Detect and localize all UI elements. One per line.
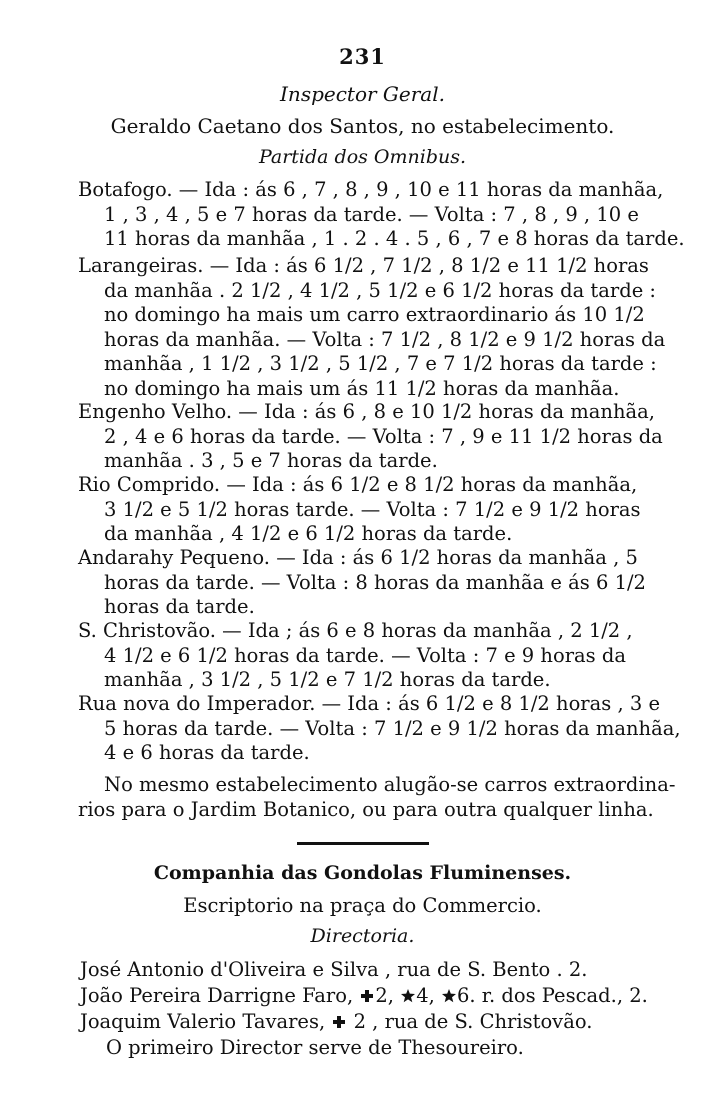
route-line: horas da tarde. (104, 595, 255, 618)
inspector-line: Geraldo Caetano dos Santos, no estabelecimento. (110, 114, 615, 138)
note-line: No mesmo estabelecimento alugão-se carros extraordina- (104, 773, 676, 796)
inspector-heading: Inspector Geral. (280, 82, 445, 106)
director-note: O primeiro Director serve de Thesoureiro. (106, 1036, 524, 1059)
route-line: Botafogo. — Ida : ás 6 , 7 , 8 , 9 , 10 e 11 horas da manhãa, (78, 178, 664, 201)
route-line: 2 , 4 e 6 horas da tarde. — Volta : 7 , 9 e 11 1/2 horas da (104, 424, 663, 448)
route-line: manhãa , 1 1/2 , 3 1/2 , 5 1/2 , 7 e 7 1/2 horas da tarde : (104, 352, 657, 375)
route-entry-engenho-velho (78, 400, 670, 474)
section-divider (297, 842, 429, 845)
route-entry-rio-comprido (78, 473, 670, 547)
route-entry-andarahy-pequeno (78, 546, 670, 620)
route-entry-larangeiras (78, 254, 670, 401)
route-line: Andarahy Pequeno. — Ida : ás 6 1/2 horas da manhãa , 5 (78, 546, 638, 569)
office-line: Escriptorio na praça do Commercio. (183, 894, 542, 917)
route-line: manhãa , 3 1/2 , 5 1/2 e 7 1/2 horas da tarde. (104, 668, 551, 691)
route-line: horas da manhãa. — Volta : 7 1/2 , 8 1/2 e 9 1/2 horas da (104, 327, 666, 351)
order-cross-icon (360, 989, 374, 1003)
route-line: Rua nova do Imperador. — Ida : ás 6 1/2 e 8 1/2 horas , 3 e (78, 692, 661, 715)
route-line: S. Christovão. — Ida ; ás 6 e 8 horas da manhãa , 2 1/2 , (78, 619, 633, 642)
route-line: Larangeiras. — Ida : ás 6 1/2 , 7 1/2 , 8 1/2 e 11 1/2 horas (78, 254, 649, 277)
route-line: Engenho Velho. — Ida : ás 6 , 8 e 10 1/2 horas da manhãa, (78, 400, 655, 423)
route-line: 1 , 3 , 4 , 5 e 7 horas da tarde. — Volta : 7 , 8 , 9 , 10 e (104, 202, 639, 226)
route-line: manhãa . 3 , 5 e 7 horas da tarde. (104, 449, 438, 472)
director-name: João Pereira Darrigne Faro, (80, 984, 354, 1007)
route-entry-rua-nova-do-imperador (78, 692, 681, 766)
order-cross-icon (332, 1015, 346, 1029)
route-line: 11 horas da manhãa , 1 . 2 . 4 . 5 , 6 , 7 e 8 horas da tarde. (104, 227, 685, 250)
route-line: da manhãa . 2 1/2 , 4 1/2 , 5 1/2 e 6 1/2 horas da tarde : (104, 278, 656, 302)
route-entry-botafogo (78, 178, 685, 252)
company-heading: Companhia das Gondolas Fluminenses. (153, 862, 572, 884)
route-line: horas da tarde. — Volta : 8 horas da manhãa e ás 6 1/2 (104, 570, 646, 594)
note-line: rios para o Jardim Botanico, ou para outra qualquer linha. (78, 797, 654, 821)
route-line: da manhãa , 4 1/2 e 6 1/2 horas da tarde. (104, 522, 513, 545)
director-line: José Antonio d'Oliveira e Silva , rua de S. Bento . 2. (80, 958, 588, 981)
director-line: João Pereira Darrigne Faro, 2, 4, 6. r. dos Pescad., 2. (80, 984, 648, 1007)
route-line: 4 e 6 horas da tarde. (104, 741, 310, 764)
departures-heading: Partida dos Omnibus. (258, 146, 467, 168)
route-line: 5 horas da tarde. — Volta : 7 1/2 e 9 1/2 horas da manhãa, (104, 716, 681, 740)
director-line: Joaquim Valerio Tavares, 2 , rua de S. Christovão. (80, 1010, 593, 1033)
route-line: 4 1/2 e 6 1/2 horas da tarde. — Volta : 7 e 9 horas da (104, 643, 626, 667)
order-star-icon (401, 989, 415, 1003)
order-star-icon (442, 989, 456, 1003)
route-line: no domingo ha mais um ás 11 1/2 horas da manhãa. (104, 376, 620, 400)
board-heading: Directoria. (310, 925, 415, 947)
route-line: Rio Comprido. — Ida : ás 6 1/2 e 8 1/2 horas da manhãa, (78, 473, 638, 496)
route-entry-sao-christovao (78, 619, 670, 693)
route-line: 3 1/2 e 5 1/2 horas tarde. — Volta : 7 1/2 e 9 1/2 horas (104, 497, 641, 521)
page-number: 231 (339, 44, 386, 69)
route-line: no domingo ha mais um carro extraordinario ás 10 1/2 (104, 303, 645, 326)
director-name: Joaquim Valerio Tavares, (80, 1010, 326, 1033)
note-paragraph (78, 773, 676, 822)
